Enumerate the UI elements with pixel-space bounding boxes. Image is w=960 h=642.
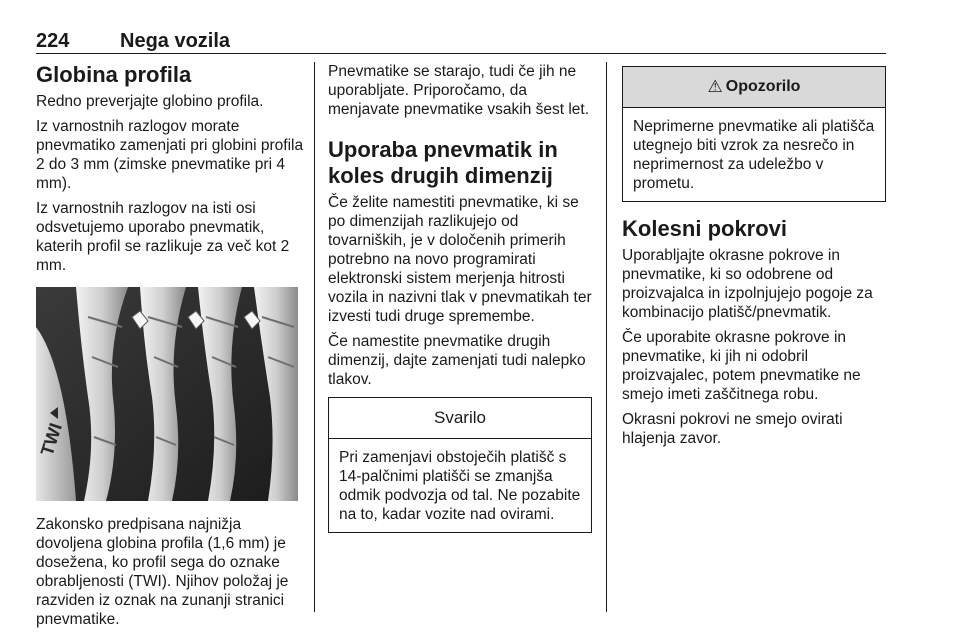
notice-body: Pri zamenjavi obstoječih platišč s 14-palčnimi platišči se zmanjša odmik podvozja od tal. Ne pozabite na to, kadar vozite nad ovirami. bbox=[339, 449, 581, 523]
warning-box bbox=[622, 66, 886, 202]
paragraph: Če želite namestiti pnevmatike, ki se po dimenzijah razlikujejo od tovarniških, je v določenih primerih potrebno na novo programirati elektronski sistem merjenja hitrosti vozila in nazivni tlak v pnevmatikah ter izvesti tudi druge spremembe. bbox=[328, 194, 592, 325]
twi-marking: TWI bbox=[36, 420, 67, 459]
header-divider bbox=[36, 53, 886, 54]
page-number: 224 bbox=[36, 30, 70, 52]
section-title-other-sizes: Uporaba pnevmatik in koles drugih dimenzij bbox=[328, 137, 558, 188]
column-1 bbox=[36, 62, 304, 635]
warning-triangle-icon: ⚠ bbox=[707, 77, 723, 96]
paragraph: Iz varnostnih razlogov na isti osi odsvetujemo uporabo pnevmatik, katerih profil se razlikuje za več kot 2 mm. bbox=[36, 200, 290, 274]
warning-body: Neprimerne pnevmatike ali platišča utegnejo biti vzrok za nesrečo in neprimernost za udeležbo v prometu. bbox=[633, 118, 875, 192]
section-title-wheel-covers: Kolesni pokrovi bbox=[622, 216, 788, 241]
paragraph: Iz varnostnih razlogov morate pnevmatiko zamenjati pri globini profila 2 do 3 mm (zimske pnevmatike pri 4 mm). bbox=[36, 118, 304, 192]
column-3 bbox=[622, 62, 886, 454]
paragraph: Če uporabite okrasne pokrove in pnevmatike, ki jih ni odobril proizvajalec, potem pnevmatike ne smejo imeti zaščitnega robu. bbox=[622, 329, 861, 403]
paragraph: Okrasni pokrovi ne smejo ovirati hlajenja zavor. bbox=[622, 411, 843, 447]
column-2 bbox=[328, 62, 592, 533]
warning-title: Opozorilo bbox=[725, 78, 801, 95]
paragraph: Če namestite pnevmatike drugih dimenzij, dajte zamenjati tudi nalepko tlakov. bbox=[328, 333, 586, 388]
paragraph: Zakonsko predpisana najnižja dovoljena globina profila (1,6 mm) je dosežena, ko profil sega do oznake obrabljenosti (TWI). Njihov položaj je razviden iz oznak na zunanji stranici pnevmatike. bbox=[36, 516, 289, 628]
chapter-title: Nega vozila bbox=[120, 30, 231, 52]
column-divider-1 bbox=[314, 62, 315, 612]
warning-header bbox=[623, 67, 885, 108]
paragraph: Uporabljajte okrasne pokrove in pnevmatike, ki so odobrene od proizvajalca in izpolnjujejo pogoje za kombinacijo platišč/pnevmatik. bbox=[622, 247, 873, 321]
section-title-tread-depth: Globina profila bbox=[36, 62, 192, 87]
notice-title: Svarilo bbox=[329, 398, 591, 439]
column-divider-2 bbox=[606, 62, 607, 612]
page-header bbox=[36, 30, 886, 52]
tyre-tread-illustration bbox=[36, 287, 298, 501]
paragraph: Pnevmatike se starajo, tudi če jih ne uporabljate. Priporočamo, da menjavate pnevmatike vsakih šest let. bbox=[328, 63, 590, 118]
notice-box bbox=[328, 397, 592, 533]
paragraph: Redno preverjajte globino profila. bbox=[36, 93, 264, 110]
